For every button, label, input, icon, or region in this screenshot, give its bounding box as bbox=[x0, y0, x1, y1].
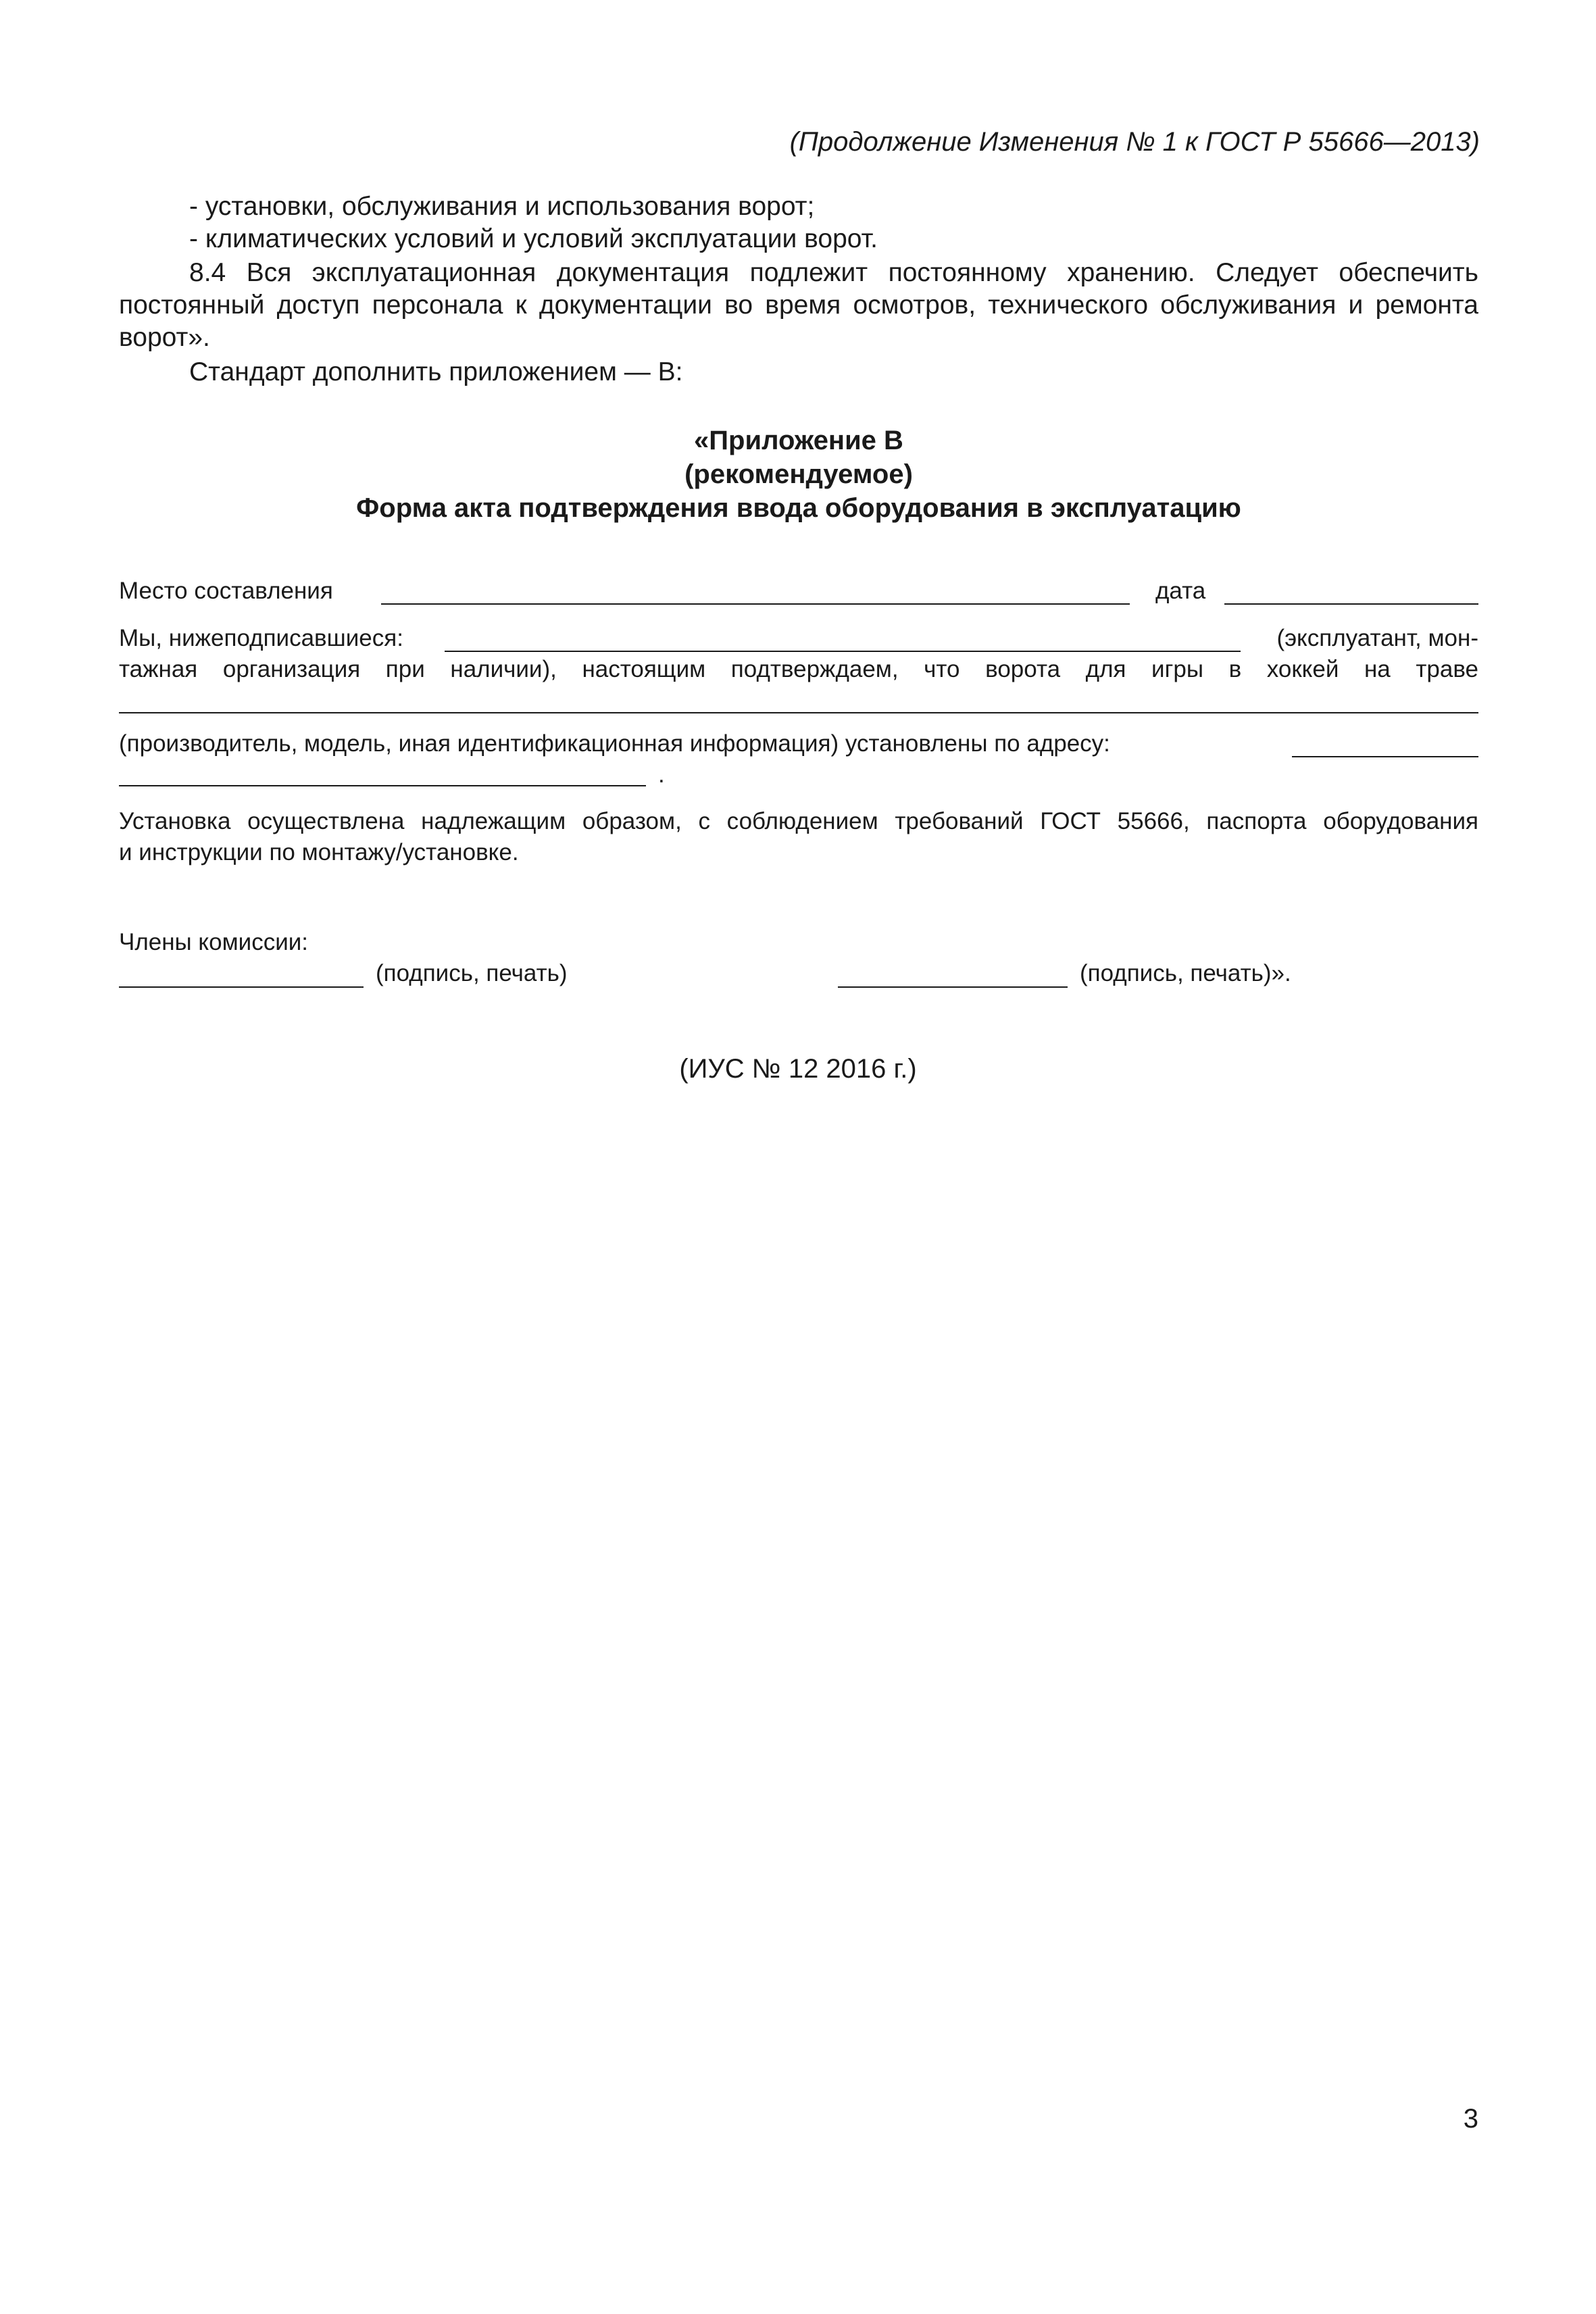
installation-statement-line2: и инструкции по монтажу/установке. bbox=[119, 839, 519, 865]
confirmation-line: тажная организация при наличии), настоящим подтверждаем, что ворота для игры в хоккей на траве bbox=[119, 656, 1478, 682]
manufacturer-note: (производитель, модель, иная идентификационная информация) установлены по адресу: bbox=[119, 730, 1110, 757]
page-number: 3 bbox=[1463, 2104, 1478, 2134]
place-label: Место составления bbox=[119, 578, 333, 604]
address-line-1 bbox=[1292, 756, 1478, 757]
signature-caption-2: (подпись, печать)». bbox=[1080, 960, 1291, 986]
commission-label: Члены комиссии: bbox=[119, 929, 309, 955]
supplement-statement: Стандарт дополнить приложением — В: bbox=[189, 357, 683, 386]
signature-caption-1: (подпись, печать) bbox=[376, 960, 568, 986]
list-item-climate: - климатических условий и условий эксплуатации ворот. bbox=[189, 224, 878, 253]
appendix-status: (рекомендуемое) bbox=[684, 459, 913, 489]
place-line bbox=[381, 603, 1130, 605]
signatories-line bbox=[445, 651, 1241, 652]
paragraph-8-4-line3: ворот». bbox=[119, 323, 210, 352]
operator-note: (эксплуатант, мон- bbox=[1276, 625, 1478, 651]
date-line bbox=[1224, 603, 1478, 605]
signatories-label: Мы, нижеподписавшиеся: bbox=[119, 625, 403, 651]
address-line-2 bbox=[119, 785, 646, 786]
paragraph-8-4-line1: 8.4 Вся эксплуатационная документация подлежит постоянному хранению. Следует обеспечить bbox=[189, 258, 1478, 287]
date-label: дата bbox=[1155, 578, 1206, 604]
continuation-header: (Продолжение Изменения № 1 к ГОСТ Р 55666—2013) bbox=[789, 127, 1480, 157]
signature-line-2 bbox=[838, 986, 1068, 988]
ius-reference: (ИУС № 12 2016 г.) bbox=[679, 1054, 917, 1084]
list-item-installation: - установки, обслуживания и использования ворот; bbox=[189, 192, 815, 221]
appendix-subtitle: Форма акта подтверждения ввода оборудования в эксплуатацию bbox=[356, 493, 1241, 523]
address-end-mark: . bbox=[658, 761, 665, 788]
appendix-title: «Приложение В bbox=[694, 426, 903, 455]
installation-statement-line1: Установка осуществлена надлежащим образом, с соблюдением требований ГОСТ 55666, паспорта оборудования bbox=[119, 808, 1478, 834]
paragraph-8-4-line2: постоянный доступ персонала к документации во время осмотров, технического обслуживания и ремонта bbox=[119, 291, 1478, 320]
signature-line-1 bbox=[119, 986, 364, 988]
gate-description-line bbox=[119, 712, 1478, 713]
